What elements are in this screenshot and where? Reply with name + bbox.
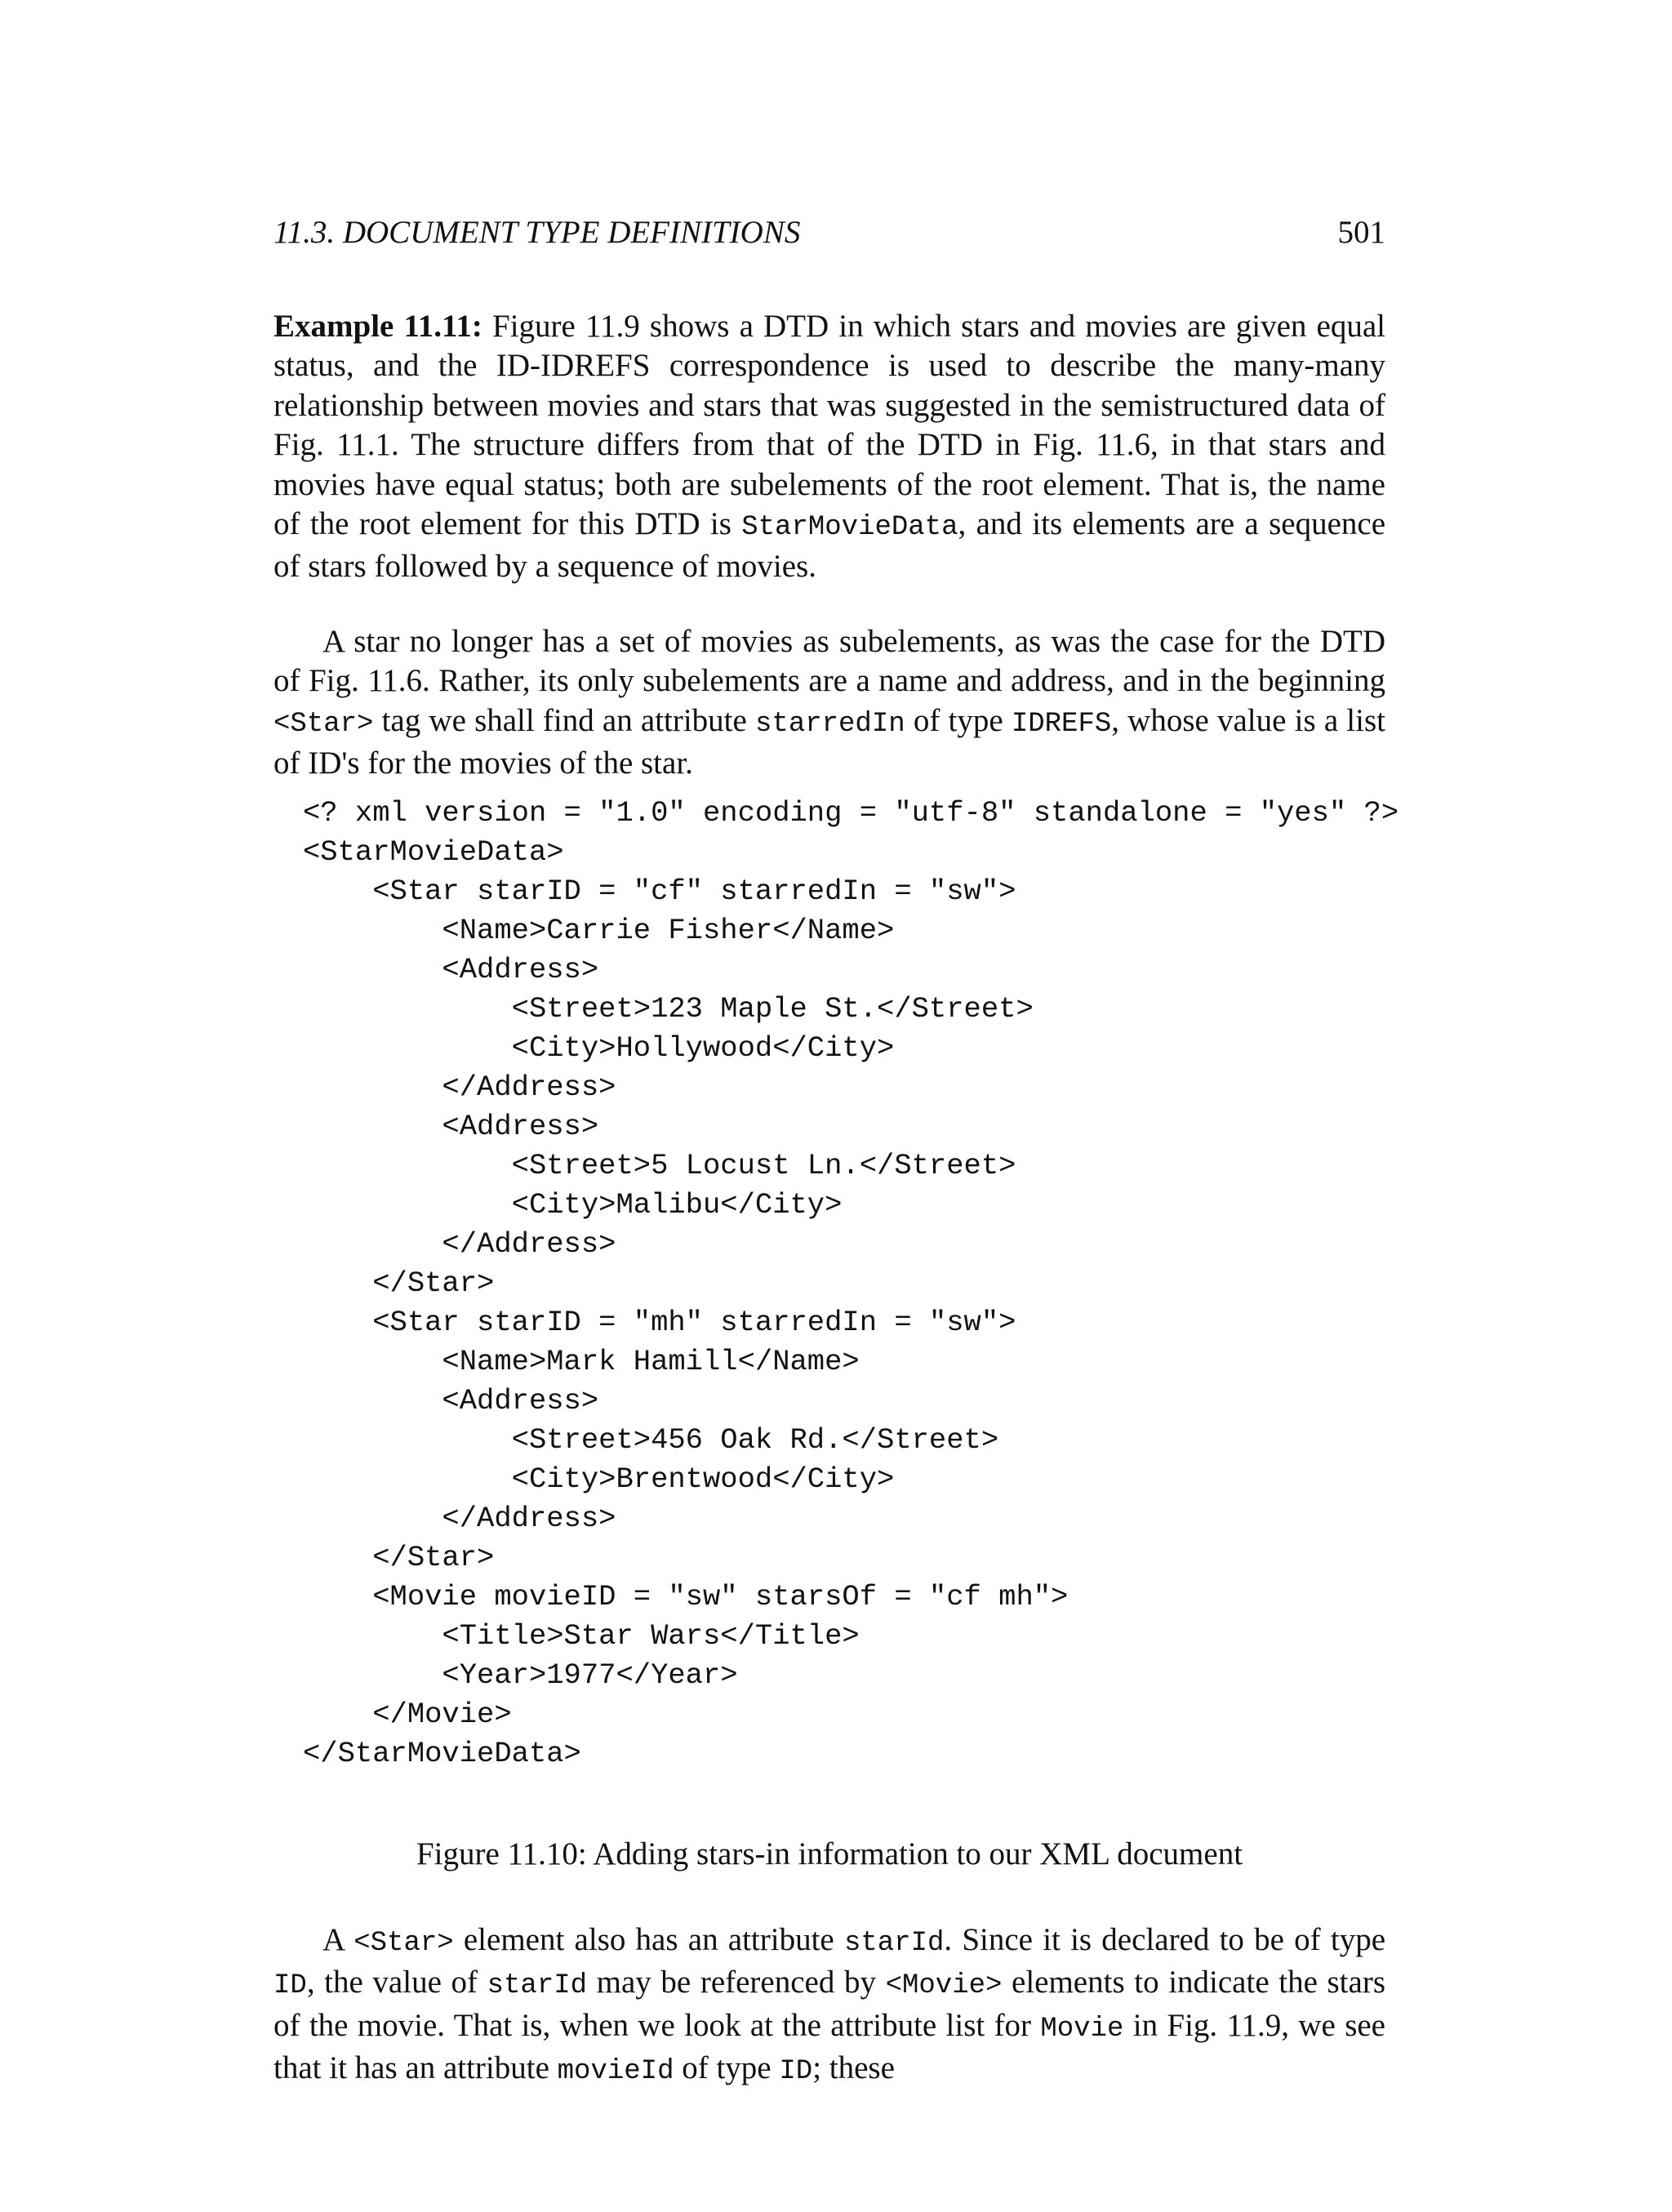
paragraph-text: of type [905,702,1012,738]
code-line: <Star starID = "mh" starredIn = "sw"> [303,1306,1016,1339]
inline-code: movieId [557,2056,674,2088]
paragraph-text: , the value of [306,1965,487,2001]
code-line: <? xml version = "1.0" encoding = "utf-8" standalone = "yes" ?> [303,796,1399,830]
example-paragraph [273,307,1385,587]
paragraph-text: tag we shall find an attribute [373,702,756,738]
paragraph-text: , and its elements are a sequence of stars followed by a sequence of movies. [273,506,1385,585]
code-line: </Star> [303,1541,495,1574]
paragraph-text: elements to indicate the stars of the movie. That is, when we look at the attribute list for [273,1965,1385,2043]
code-line: </Address> [303,1227,616,1261]
paragraph-text: A [322,1922,354,1957]
paragraph-text: Figure 11.9 shows a DTD in which stars and movies are given equal status, and the ID-IDREFS correspondence is used to describe the many-many relationship between movies and stars that was suggested in the semistructured data of Fig. 11.1. The structure differs from that of the DTD in Fig. 11.6, in that stars and movies have equal status; both are subelements of the root element. That is, the name of the root element for this DTD is [273,309,1385,542]
code-line: <Star starID = "cf" starredIn = "sw"> [303,875,1016,908]
code-line: <City>Brentwood</City> [303,1462,895,1496]
code-line: </Address> [303,1070,616,1104]
code-line: <Name>Carrie Fisher</Name> [303,914,895,947]
xml-code-listing [303,794,1399,1774]
code-line: </Movie> [303,1698,512,1731]
paragraph-text: ; these [812,2050,895,2086]
inline-code: ID [779,2056,813,2088]
code-line: </Star> [303,1266,495,1300]
inline-code: IDREFS [1011,708,1112,740]
code-line: <Title>Star Wars</Title> [303,1619,860,1653]
code-line: <Street>5 Locust Ln.</Street> [303,1149,1016,1182]
code-line: <Year>1977</Year> [303,1658,738,1692]
code-line: <StarMovieData> [303,835,564,869]
code-line: </Address> [303,1502,616,1535]
paragraph-star-attributes [273,622,1385,784]
code-line: <Street>456 Oak Rd.</Street> [303,1423,999,1457]
example-label: Example 11.11: [273,309,482,344]
code-line: <City>Hollywood</City> [303,1031,895,1065]
code-line: <Address> [303,1384,599,1418]
inline-code: StarMovieData [741,512,958,544]
code-line: <Name>Mark Hamill</Name> [303,1345,860,1378]
page-number: 501 [1337,215,1385,250]
inline-code: starId [487,1970,588,2002]
code-line: <Movie movieID = "sw" starsOf = "cf mh"> [303,1580,1069,1613]
paragraph-text: in Fig. 11.9, we see that it has an attribute [273,2007,1385,2086]
running-head [273,214,1385,255]
code-line: </StarMovieData> [303,1737,581,1770]
inline-code: starredIn [755,708,905,740]
code-line: <City>Malibu</City> [303,1188,843,1222]
figure-caption: Figure 11.10: Adding stars-in information to our XML document [416,1836,1243,1872]
inline-code: ID [273,1970,307,2002]
inline-code: <Star> [354,1928,454,1959]
code-line: <Street>123 Maple St.</Street> [303,992,1034,1026]
paragraph-text: , whose value is a list of ID's for the movies of the star. [273,702,1385,781]
inline-code: Movie [1040,2013,1124,2045]
section-title: 11.3. DOCUMENT TYPE DEFINITIONS [273,215,801,250]
paragraph-text: may be referenced by [587,1965,886,2001]
code-line: <Address> [303,1110,599,1143]
paragraph-starid [273,1920,1385,2092]
paragraph-text: A star no longer has a set of movies as subelements, as was the case for the DTD of Fig. 11.6. Rather, its only subelements are a name and address, and in the beginning [273,624,1385,699]
paragraph-text: element also has an attribute [453,1922,844,1957]
paragraph-text: of type [674,2050,780,2086]
inline-code: <Star> [273,708,374,740]
paragraph-text: . Since it is declared to be of type [944,1922,1386,1957]
inline-code: <Movie> [885,1970,1003,2002]
code-line: <Address> [303,953,599,986]
inline-code: starId [843,1928,945,1959]
